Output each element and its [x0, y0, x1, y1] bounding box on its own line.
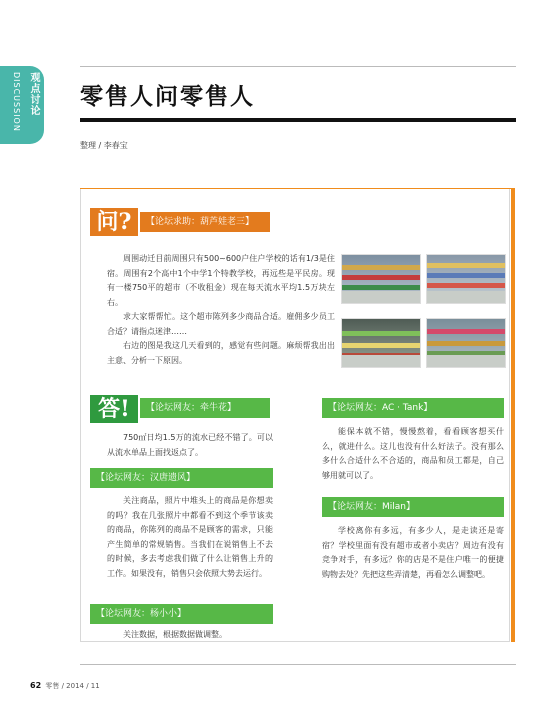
- section-tab: [0, 66, 44, 144]
- discussion-box-top-accent: [80, 188, 515, 189]
- reply-text: [322, 524, 504, 582]
- section-tab-english: DISCUSSION: [12, 72, 21, 132]
- page-number: 62: [30, 681, 42, 690]
- question-text: [107, 252, 335, 368]
- reply-paragraph: 750㎡日均1.5万的流水已经不错了。可以从流水单品上面找返点了。: [107, 433, 273, 457]
- question-paragraph: 周围动迁目前周围只有500~600户住户学校的话有1/3是住宿。周围有2个高中1个中学1个特教学校，再远些是平民房。现有一楼750平的超市（不收租金）现在每天流水平均1.5万块左右。: [107, 254, 335, 307]
- title-divider: [80, 118, 516, 122]
- store-photo: [426, 254, 506, 304]
- reply-paragraph: 学校离你有多远，有多少人，是走读还是寄宿？学校里面有没有超市或者小卖店？周边有没有竞争对手，有多远？你的店是不是住户唯一的便捷购物去处？先把这些弄清楚，再看怎么调整吧。: [322, 526, 504, 579]
- page-footer: [30, 681, 100, 691]
- store-photo: [341, 318, 421, 368]
- reply-label: 【论坛网友：Milan】: [322, 497, 504, 517]
- reply-text: [322, 425, 504, 483]
- store-photo: [426, 318, 506, 368]
- question-paragraph: 求大家帮帮忙。这个超市陈列多少商品合适。雇佣多少员工合适？请指点迷津……: [107, 312, 335, 336]
- reply-text: [107, 494, 273, 581]
- question-label: 【论坛求助：葫芦娃老三】: [140, 212, 270, 232]
- reply-label: 【论坛网友：杨小小】: [90, 604, 273, 624]
- question-paragraph: 右边的图是我这几天看到的，感觉有些问题。麻烦帮我出出主意、分析一下原因。: [107, 341, 335, 365]
- section-tab-chinese: 观点讨论: [28, 72, 39, 116]
- reply-paragraph: 关注数据，根据数据做调整。: [123, 630, 227, 639]
- page-title: 零售人问零售人: [80, 84, 255, 110]
- byline: 整理 / 李春宝: [80, 141, 128, 150]
- reply-label: 【论坛网友：AC · Tank】: [322, 398, 504, 418]
- reply-text: [107, 431, 273, 460]
- answer-badge: 答!: [90, 395, 138, 423]
- reply-label: 【论坛网友：汉唐遗风】: [90, 468, 273, 488]
- reply-paragraph: 能保本就不错，慢慢熬着，看看顾客想买什么，就进什么。这儿也没有什么好法子。没有那么多什么合适什么不合适的，商品和员工都是，自己够用就可以了。: [322, 427, 504, 480]
- reply-text: [107, 628, 273, 643]
- store-photo: [341, 254, 421, 304]
- bottom-divider: [80, 664, 516, 665]
- discussion-box-side-accent: [511, 188, 515, 642]
- question-badge: 问?: [90, 208, 138, 236]
- reply-label: 【论坛网友：牵牛花】: [140, 398, 270, 418]
- issue-info: 零售 / 2014 / 11: [45, 682, 100, 690]
- top-divider: [80, 66, 516, 67]
- reply-paragraph: 关注商品，照片中堆头上的商品是你想卖的吗？我在几张照片中都看不到这个季节该卖的商品，你陈列的商品不是顾客的需求，只能产生简单的常规销售。当我们在说销售上不去的时候，多去考虑我们做了什么让销售上升的工作。如果没有，销售只会依照大势去运行。: [107, 496, 273, 578]
